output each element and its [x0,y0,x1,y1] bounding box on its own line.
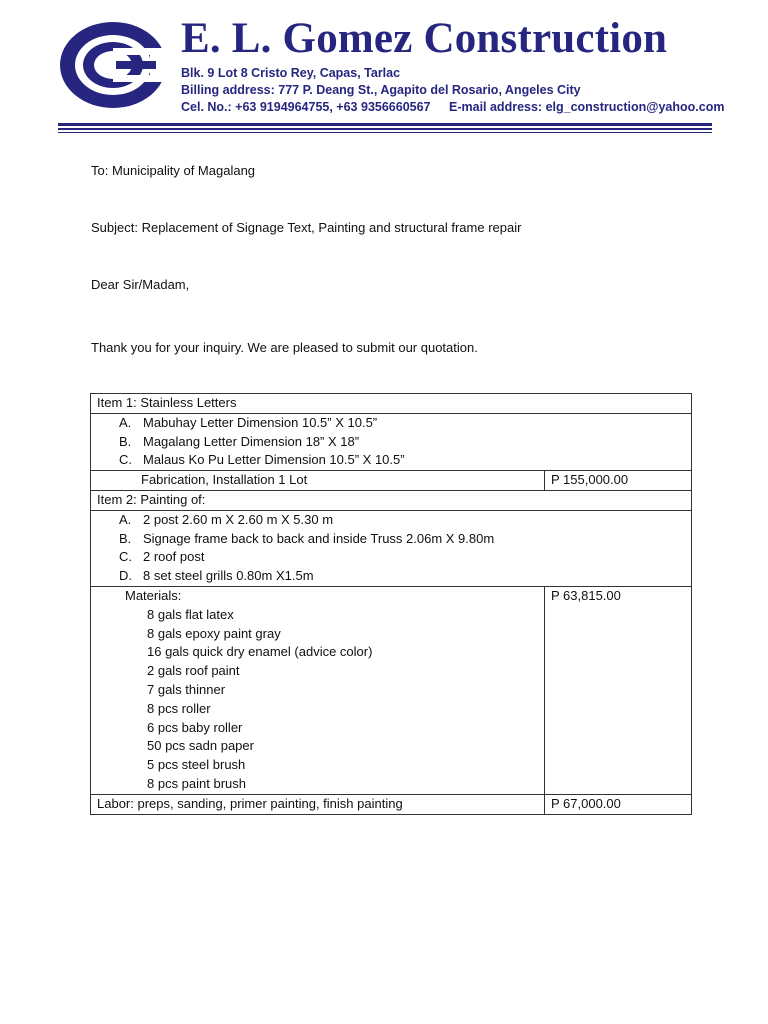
materials-list [91,586,545,794]
material-item: 7 gals thinner [147,681,226,697]
header-rule [58,123,712,126]
material-item: 5 pcs steel brush [147,757,246,773]
material-item: 50 pcs sadn paper [147,738,254,754]
item1-lines [91,413,692,470]
list-item: B. Magalang Letter Dimension 18” X 18” [119,433,360,449]
company-logo-icon [58,20,168,110]
list-item: D. 8 set steel grills 0.80m X1.5m [119,568,314,584]
list-item: C. Malaus Ko Pu Letter Dimension 10.5” X 10.5” [119,452,405,468]
material-item: 2 gals roof paint [147,663,240,679]
list-item: A. 2 post 2.60 m X 2.60 m X 5.30 m [119,511,334,527]
material-item: 6 pcs baby roller [147,719,243,735]
phone-numbers: Cel. No.: +63 9194964755, +63 9356660567 [181,100,431,114]
letterhead [0,0,768,140]
labor-price: P 67,000.00 [545,794,692,814]
material-item: 8 pcs paint brush [147,775,247,791]
material-item: 8 gals epoxy paint gray [147,625,281,641]
item2-lines [91,510,692,586]
list-item: B. Signage frame back to back and inside Truss 2.06m X 9.80m [119,530,495,546]
billing-address: Billing address: 777 P. Deang St., Agapito del Rosario, Angeles City [181,83,581,97]
labor-description: Labor: preps, sanding, primer painting, finish painting [91,794,545,814]
table-row [91,510,692,586]
company-name: E. L. Gomez Construction [181,15,668,62]
materials-label: Materials: [125,587,182,603]
subject-line: Subject: Replacement of Signage Text, Painting and structural frame repair [91,220,522,235]
email-address: E-mail address: elg_construction@yahoo.com [449,100,725,114]
table-row [91,471,692,491]
company-address: Blk. 9 Lot 8 Cristo Rey, Capas, Tarlac [181,66,401,80]
fabrication-description: Fabrication, Installation 1 Lot [91,471,545,491]
table-row [91,394,692,414]
material-item: 8 pcs roller [147,700,211,716]
fabrication-price: P 155,000.00 [545,471,692,491]
list-item: A. Mabuhay Letter Dimension 10.5” X 10.5” [119,414,378,430]
table-row [91,413,692,470]
item2-title: Item 2: Painting of: [91,490,692,510]
quotation-table [90,393,692,815]
salutation: Dear Sir/Madam, [91,277,190,292]
intro-paragraph: Thank you for your inquiry. We are pleased to submit our quotation. [91,340,478,355]
material-item: 8 gals flat latex [147,606,234,622]
item1-title: Item 1: Stainless Letters [91,394,692,414]
materials-price: P 63,815.00 [545,586,692,794]
table-row [91,586,692,794]
table-row [91,490,692,510]
recipient-line: To: Municipality of Magalang [91,163,256,178]
material-item: 16 gals quick dry enamel (advice color) [147,644,373,660]
header-rule [58,128,712,130]
header-rule [58,132,712,133]
list-item: C. 2 roof post [119,549,205,565]
table-row [91,794,692,814]
